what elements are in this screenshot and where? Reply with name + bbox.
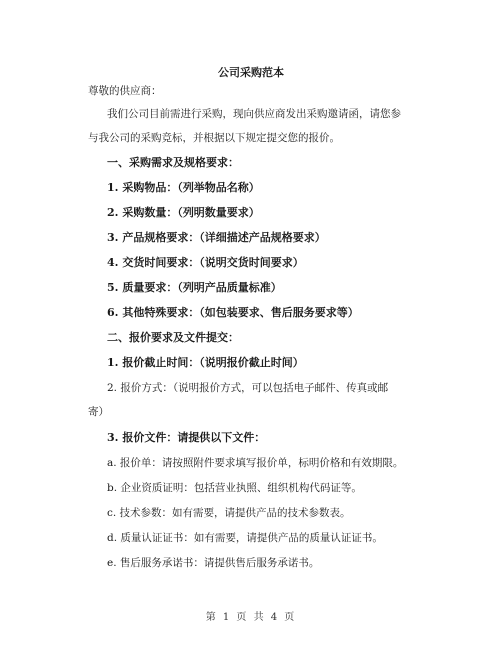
section1-item: 1. 采购物品：（列举物品名称）	[107, 181, 260, 194]
section2-item-files: 3. 报价文件：请提供以下文件：	[107, 431, 266, 444]
intro-line-1: 我们公司目前需进行采购，现向供应商发出采购邀请函，请您参	[107, 108, 401, 120]
section1-item: 2. 采购数量：（列明数量要求）	[107, 206, 260, 219]
sub-item: d. 质量认证证书：如有需要，请提供产品的质量认证证书。	[107, 532, 383, 544]
page-footer: 第 1 页 共 4 页	[205, 612, 297, 623]
section1-heading: 一、采购需求及规格要求：	[107, 156, 239, 169]
section1-item: 5. 质量要求：（列明产品质量标准）	[107, 281, 282, 294]
section1-item: 6. 其他特殊要求：（如包装要求、售后服务要求等）	[107, 306, 359, 319]
intro-line-2: 与我公司的采购竞标，并根据以下规定提交您的报价。	[88, 132, 340, 144]
document-title: 公司采购范本	[218, 66, 284, 79]
section2-item-deadline: 1. 报价截止时间：（说明报价截止时间）	[107, 356, 304, 369]
section2-item-method-line-2: 寄）	[88, 406, 109, 418]
greeting: 尊敬的供应商：	[88, 85, 162, 97]
sub-item: c. 技术参数：如有需要，请提供产品的技术参数表。	[107, 507, 351, 519]
section1-item: 4. 交货时间要求：（说明交货时间要求）	[107, 256, 304, 269]
sub-item: e. 售后服务承诺书：请提供售后服务承诺书。	[107, 557, 320, 569]
sub-item: a. 报价单：请按照附件要求填写报价单，标明价格和有效期限。	[107, 457, 404, 469]
section2-item-method-line-1: 2. 报价方式：（说明报价方式，可以包括电子邮件、传真或邮	[107, 382, 389, 394]
section2-heading: 二、报价要求及文件提交：	[107, 331, 239, 344]
section1-item: 3. 产品规格要求：（详细描述产品规格要求）	[107, 231, 326, 244]
sub-item: b. 企业资质证明：包括营业执照、组织机构代码证等。	[107, 482, 362, 494]
